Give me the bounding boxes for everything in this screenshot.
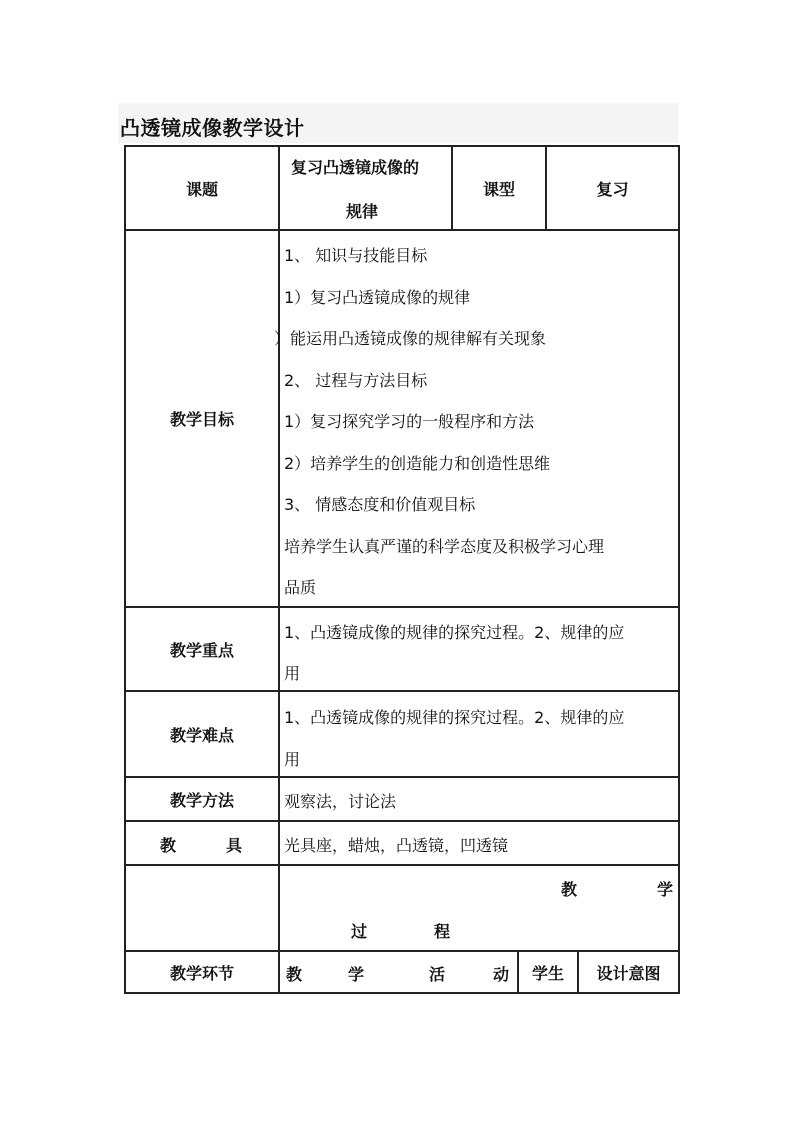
- key-points-content: [280, 608, 678, 690]
- objective-line: ）能运用凸透镜成像的规律解有关现象: [274, 329, 547, 348]
- methods-value: 观察法，讨论法: [284, 792, 397, 811]
- difficulties-label: 教学难点: [169, 725, 234, 745]
- process-char: 学: [657, 880, 674, 899]
- objective-line: 2）培养学生的创造能力和创造性思维: [284, 454, 551, 473]
- process-label-empty: [126, 866, 278, 950]
- process-char: 程: [434, 922, 451, 941]
- tools-label-char: 教: [160, 836, 177, 855]
- methods-label: 教学方法: [169, 790, 234, 810]
- intent-header: 设计意图: [596, 963, 661, 983]
- topic-value-line: 复习凸透镜成像的: [291, 158, 420, 177]
- student-header: 学生: [531, 963, 564, 983]
- topic-value: [280, 147, 451, 229]
- key-points-label: 教学重点: [169, 640, 234, 660]
- methods-content: [280, 778, 678, 820]
- objective-line: 2、 过程与方法目标: [284, 371, 428, 390]
- key-points-line: 用: [284, 664, 301, 683]
- activity-char: 学: [348, 965, 365, 984]
- objectives-content: [274, 231, 678, 606]
- table-border-bottom: [124, 992, 680, 994]
- objective-line: 3、 情感态度和价值观目标: [284, 495, 476, 514]
- process-heading: [280, 866, 678, 950]
- type-label: 课型: [482, 179, 515, 199]
- tools-value: 光具座，蜡烛，凸透镜，凹透镜: [284, 836, 509, 855]
- activity-char: 教: [286, 965, 303, 984]
- process-char: 过: [351, 922, 368, 941]
- type-value: 复习: [596, 179, 629, 199]
- activity-char: 动: [493, 965, 510, 984]
- tools-content: [280, 822, 678, 864]
- difficulties-line: 1、凸透镜成像的规律的探究过程。2、规律的应: [284, 708, 625, 727]
- tools-label-char: 具: [226, 836, 243, 855]
- difficulties-content: [280, 692, 678, 776]
- objectives-label: 教学目标: [169, 410, 234, 429]
- objective-line: 培养学生认真严谨的科学态度及积极学习心理: [284, 537, 605, 556]
- table-border-right: [678, 145, 680, 994]
- process-char: 教: [561, 880, 578, 899]
- topic-value-line: 规律: [346, 202, 379, 221]
- key-points-line: 1、凸透镜成像的规律的探究过程。2、规律的应: [284, 623, 625, 642]
- objective-line: 1、 知识与技能目标: [284, 246, 428, 265]
- stage-header: 教学环节: [169, 963, 234, 983]
- objective-line: 1）复习探究学习的一般程序和方法: [284, 412, 535, 431]
- topic-label: 课题: [185, 179, 218, 199]
- activity-char: 活: [429, 965, 446, 984]
- objective-line: 1）复习凸透镜成像的规律: [284, 288, 471, 307]
- activity-header: [280, 952, 517, 992]
- difficulties-line: 用: [284, 750, 301, 769]
- document-title: 凸透镜成像教学设计: [120, 116, 305, 140]
- tools-label: [126, 822, 278, 864]
- objective-line: 品质: [284, 578, 317, 597]
